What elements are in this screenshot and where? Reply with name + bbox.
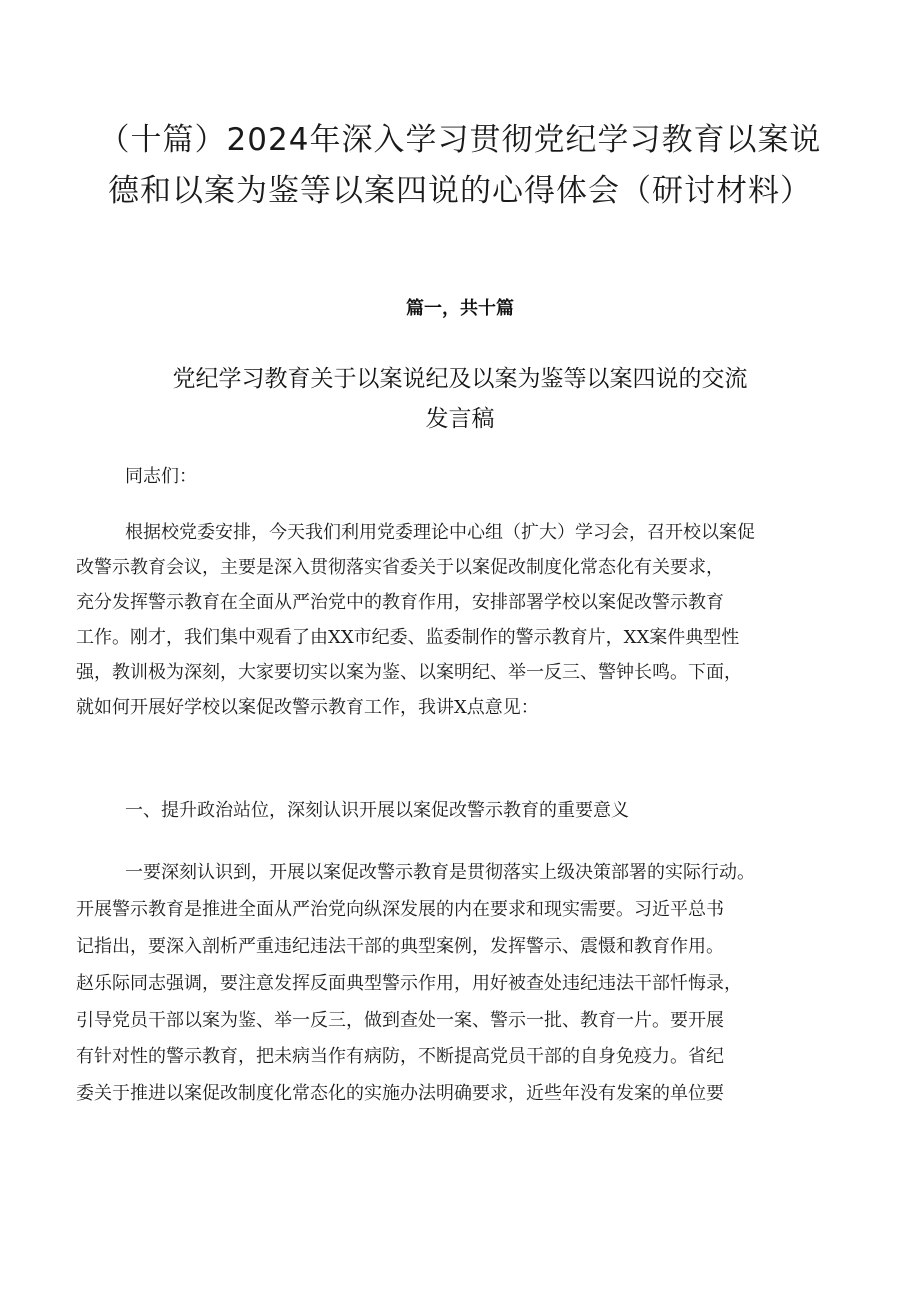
paragraph-line: 一要深刻认识到，开展以案促改警示教育是贯彻落实上级决策部署的实际行动。 bbox=[125, 862, 755, 883]
speech-title-line: 发言稿 bbox=[425, 406, 495, 432]
paragraph-line: 改警示教育会议，主要是深入贯彻落实省委关于以案促改制度化常态化有关要求， bbox=[76, 557, 724, 578]
section-label: 篇一，共十篇 bbox=[406, 298, 514, 319]
paragraph-line: 记指出，要深入剖析严重违纪违法干部的典型案例，发挥警示、震慑和教育作用。 bbox=[76, 935, 724, 957]
speech-title-line: 党纪学习教育关于以案说纪及以案为鉴等以案四说的交流 bbox=[172, 366, 748, 392]
document-title bbox=[60, 115, 860, 217]
intro-paragraph bbox=[76, 515, 856, 725]
paragraph-line: 有针对性的警示教育，把未病当作有病防，不断提高党员干部的自身免疫力。省纪 bbox=[76, 1046, 724, 1068]
paragraph-line: 委关于推进以案促改制度化常态化的实施办法明确要求，近些年没有发案的单位要 bbox=[76, 1083, 724, 1105]
paragraph-line: 充分发挥警示教育在全面从严治党中的教育作用，安排部署学校以案促改警示教育 bbox=[76, 592, 724, 613]
section-heading-1: 一、提升政治站位，深刻认识开展以案促改警示教育的重要意义 bbox=[125, 800, 629, 821]
speech-title bbox=[120, 359, 800, 439]
salutation: 同志们： bbox=[125, 466, 197, 487]
paragraph-line: 就如何开展好学校以案促改警示教育工作，我讲X点意见： bbox=[76, 697, 539, 718]
paragraph-line: 开展警示教育是推进全面从严治党向纵深发展的内在要求和现实需要。习近平总书 bbox=[76, 898, 724, 920]
paragraph-line: 强，教训极为深刻，大家要切实以案为鉴、以案明纪、举一反三、警钟长鸣。下面， bbox=[76, 662, 742, 683]
paragraph-line: 工作。刚才，我们集中观看了由XX市纪委、监委制作的警示教育片，XX案件典型性 bbox=[76, 627, 740, 648]
document-title-line: （十篇）2024年深入学习贯彻党纪学习教育以案说 bbox=[98, 122, 822, 158]
paragraph-line: 根据校党委安排，今天我们利用党委理论中心组（扩大）学习会，召开校以案促 bbox=[125, 522, 755, 543]
document-title-line: 德和以案为鉴等以案四说的心得体会（研讨材料） bbox=[108, 173, 812, 209]
paragraph-line: 赵乐际同志强调，要注意发挥反面典型警示作用，用好被查处违纪违法干部忏悔录， bbox=[76, 972, 742, 994]
body-paragraph-2 bbox=[76, 855, 856, 1113]
paragraph-line: 引导党员干部以案为鉴、举一反三，做到查处一案、警示一批、教育一片。要开展 bbox=[76, 1009, 724, 1031]
